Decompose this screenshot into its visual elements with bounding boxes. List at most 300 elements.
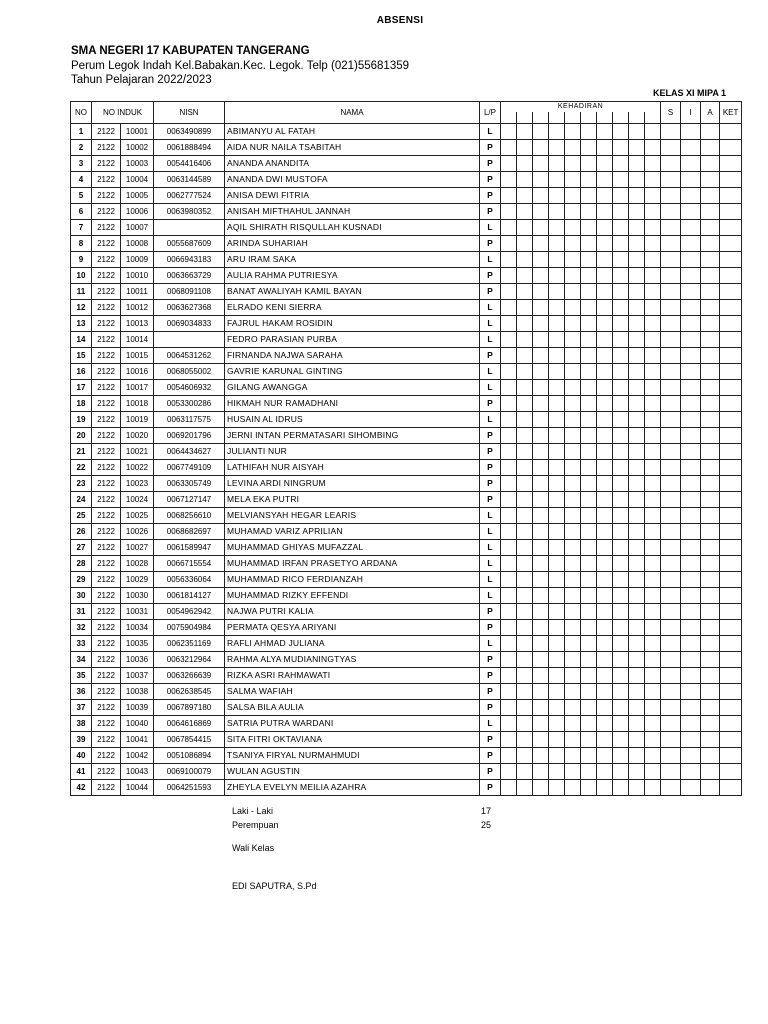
- attendance-cell[interactable]: [681, 700, 701, 716]
- attendance-cell[interactable]: [501, 652, 517, 668]
- attendance-cell[interactable]: [681, 476, 701, 492]
- attendance-cell[interactable]: [501, 172, 517, 188]
- attendance-cell[interactable]: [517, 764, 533, 780]
- attendance-cell[interactable]: [597, 732, 613, 748]
- attendance-cell[interactable]: [517, 428, 533, 444]
- attendance-cell[interactable]: [661, 220, 681, 236]
- attendance-cell[interactable]: [613, 732, 629, 748]
- attendance-cell[interactable]: [517, 508, 533, 524]
- attendance-cell[interactable]: [565, 780, 581, 796]
- attendance-cell[interactable]: [597, 476, 613, 492]
- attendance-cell[interactable]: [720, 684, 742, 700]
- attendance-cell[interactable]: [517, 332, 533, 348]
- attendance-cell[interactable]: [517, 444, 533, 460]
- attendance-cell[interactable]: [681, 412, 701, 428]
- attendance-cell[interactable]: [597, 668, 613, 684]
- attendance-cell[interactable]: [533, 188, 549, 204]
- attendance-cell[interactable]: [701, 316, 720, 332]
- attendance-cell[interactable]: [501, 556, 517, 572]
- attendance-cell[interactable]: [613, 444, 629, 460]
- attendance-cell[interactable]: [701, 716, 720, 732]
- attendance-cell[interactable]: [565, 444, 581, 460]
- attendance-cell[interactable]: [613, 748, 629, 764]
- attendance-cell[interactable]: [533, 492, 549, 508]
- attendance-cell[interactable]: [681, 220, 701, 236]
- attendance-cell[interactable]: [720, 300, 742, 316]
- attendance-cell[interactable]: [681, 620, 701, 636]
- attendance-cell[interactable]: [517, 652, 533, 668]
- attendance-cell[interactable]: [597, 380, 613, 396]
- attendance-cell[interactable]: [629, 252, 645, 268]
- attendance-cell[interactable]: [549, 156, 565, 172]
- attendance-cell[interactable]: [501, 700, 517, 716]
- attendance-cell[interactable]: [720, 412, 742, 428]
- attendance-cell[interactable]: [533, 380, 549, 396]
- attendance-cell[interactable]: [720, 140, 742, 156]
- attendance-cell[interactable]: [661, 460, 681, 476]
- attendance-cell[interactable]: [645, 588, 661, 604]
- attendance-cell[interactable]: [661, 732, 681, 748]
- attendance-cell[interactable]: [565, 300, 581, 316]
- attendance-cell[interactable]: [613, 460, 629, 476]
- attendance-cell[interactable]: [720, 652, 742, 668]
- attendance-cell[interactable]: [681, 204, 701, 220]
- attendance-cell[interactable]: [661, 396, 681, 412]
- attendance-cell[interactable]: [581, 764, 597, 780]
- attendance-cell[interactable]: [533, 476, 549, 492]
- attendance-cell[interactable]: [720, 316, 742, 332]
- attendance-cell[interactable]: [597, 300, 613, 316]
- attendance-cell[interactable]: [681, 172, 701, 188]
- attendance-cell[interactable]: [597, 332, 613, 348]
- attendance-cell[interactable]: [533, 716, 549, 732]
- attendance-cell[interactable]: [613, 268, 629, 284]
- attendance-cell[interactable]: [720, 620, 742, 636]
- attendance-cell[interactable]: [549, 204, 565, 220]
- attendance-cell[interactable]: [501, 524, 517, 540]
- attendance-cell[interactable]: [597, 156, 613, 172]
- attendance-cell[interactable]: [549, 700, 565, 716]
- attendance-cell[interactable]: [629, 172, 645, 188]
- attendance-cell[interactable]: [565, 476, 581, 492]
- attendance-cell[interactable]: [597, 236, 613, 252]
- attendance-cell[interactable]: [701, 556, 720, 572]
- attendance-cell[interactable]: [565, 732, 581, 748]
- attendance-cell[interactable]: [701, 252, 720, 268]
- attendance-cell[interactable]: [629, 732, 645, 748]
- attendance-cell[interactable]: [613, 476, 629, 492]
- attendance-cell[interactable]: [629, 300, 645, 316]
- attendance-cell[interactable]: [661, 636, 681, 652]
- attendance-cell[interactable]: [629, 588, 645, 604]
- attendance-cell[interactable]: [501, 252, 517, 268]
- attendance-cell[interactable]: [517, 636, 533, 652]
- attendance-cell[interactable]: [517, 380, 533, 396]
- attendance-cell[interactable]: [581, 476, 597, 492]
- attendance-cell[interactable]: [549, 412, 565, 428]
- attendance-cell[interactable]: [517, 156, 533, 172]
- attendance-cell[interactable]: [661, 556, 681, 572]
- attendance-cell[interactable]: [581, 700, 597, 716]
- attendance-cell[interactable]: [517, 220, 533, 236]
- attendance-cell[interactable]: [701, 620, 720, 636]
- attendance-cell[interactable]: [501, 444, 517, 460]
- attendance-cell[interactable]: [629, 636, 645, 652]
- attendance-cell[interactable]: [701, 268, 720, 284]
- attendance-cell[interactable]: [701, 652, 720, 668]
- attendance-cell[interactable]: [701, 284, 720, 300]
- attendance-cell[interactable]: [701, 492, 720, 508]
- attendance-cell[interactable]: [533, 460, 549, 476]
- attendance-cell[interactable]: [661, 348, 681, 364]
- attendance-cell[interactable]: [720, 460, 742, 476]
- attendance-cell[interactable]: [517, 716, 533, 732]
- attendance-cell[interactable]: [533, 524, 549, 540]
- attendance-cell[interactable]: [565, 188, 581, 204]
- attendance-cell[interactable]: [613, 316, 629, 332]
- attendance-cell[interactable]: [661, 572, 681, 588]
- attendance-cell[interactable]: [533, 540, 549, 556]
- attendance-cell[interactable]: [681, 492, 701, 508]
- attendance-cell[interactable]: [533, 332, 549, 348]
- attendance-cell[interactable]: [701, 460, 720, 476]
- attendance-cell[interactable]: [645, 668, 661, 684]
- attendance-cell[interactable]: [549, 348, 565, 364]
- attendance-cell[interactable]: [501, 748, 517, 764]
- attendance-cell[interactable]: [645, 172, 661, 188]
- attendance-cell[interactable]: [581, 156, 597, 172]
- attendance-cell[interactable]: [501, 668, 517, 684]
- attendance-cell[interactable]: [645, 380, 661, 396]
- attendance-cell[interactable]: [549, 508, 565, 524]
- attendance-cell[interactable]: [720, 236, 742, 252]
- attendance-cell[interactable]: [517, 252, 533, 268]
- attendance-cell[interactable]: [517, 492, 533, 508]
- attendance-cell[interactable]: [581, 396, 597, 412]
- attendance-cell[interactable]: [629, 492, 645, 508]
- attendance-cell[interactable]: [565, 396, 581, 412]
- attendance-cell[interactable]: [565, 540, 581, 556]
- attendance-cell[interactable]: [597, 444, 613, 460]
- attendance-cell[interactable]: [613, 716, 629, 732]
- attendance-cell[interactable]: [581, 524, 597, 540]
- attendance-cell[interactable]: [581, 572, 597, 588]
- attendance-cell[interactable]: [613, 332, 629, 348]
- attendance-cell[interactable]: [549, 332, 565, 348]
- attendance-cell[interactable]: [517, 748, 533, 764]
- attendance-cell[interactable]: [720, 156, 742, 172]
- attendance-cell[interactable]: [661, 764, 681, 780]
- attendance-cell[interactable]: [517, 604, 533, 620]
- attendance-cell[interactable]: [501, 204, 517, 220]
- attendance-cell[interactable]: [681, 316, 701, 332]
- attendance-cell[interactable]: [720, 764, 742, 780]
- attendance-cell[interactable]: [613, 220, 629, 236]
- attendance-cell[interactable]: [549, 300, 565, 316]
- attendance-cell[interactable]: [661, 316, 681, 332]
- attendance-cell[interactable]: [701, 124, 720, 140]
- attendance-cell[interactable]: [720, 556, 742, 572]
- attendance-cell[interactable]: [720, 332, 742, 348]
- attendance-cell[interactable]: [565, 236, 581, 252]
- attendance-cell[interactable]: [581, 620, 597, 636]
- attendance-cell[interactable]: [661, 684, 681, 700]
- attendance-cell[interactable]: [517, 268, 533, 284]
- attendance-cell[interactable]: [701, 572, 720, 588]
- attendance-cell[interactable]: [645, 460, 661, 476]
- attendance-cell[interactable]: [613, 620, 629, 636]
- attendance-cell[interactable]: [549, 588, 565, 604]
- attendance-cell[interactable]: [597, 636, 613, 652]
- attendance-cell[interactable]: [533, 684, 549, 700]
- attendance-cell[interactable]: [681, 556, 701, 572]
- attendance-cell[interactable]: [533, 652, 549, 668]
- attendance-cell[interactable]: [581, 748, 597, 764]
- attendance-cell[interactable]: [533, 284, 549, 300]
- attendance-cell[interactable]: [565, 652, 581, 668]
- attendance-cell[interactable]: [533, 172, 549, 188]
- attendance-cell[interactable]: [645, 636, 661, 652]
- attendance-cell[interactable]: [613, 252, 629, 268]
- attendance-cell[interactable]: [629, 188, 645, 204]
- attendance-cell[interactable]: [720, 748, 742, 764]
- attendance-cell[interactable]: [565, 764, 581, 780]
- attendance-cell[interactable]: [681, 396, 701, 412]
- attendance-cell[interactable]: [597, 460, 613, 476]
- attendance-cell[interactable]: [613, 700, 629, 716]
- attendance-cell[interactable]: [501, 492, 517, 508]
- attendance-cell[interactable]: [661, 284, 681, 300]
- attendance-cell[interactable]: [720, 444, 742, 460]
- attendance-cell[interactable]: [533, 444, 549, 460]
- attendance-cell[interactable]: [597, 652, 613, 668]
- attendance-cell[interactable]: [581, 732, 597, 748]
- attendance-cell[interactable]: [645, 428, 661, 444]
- attendance-cell[interactable]: [701, 396, 720, 412]
- attendance-cell[interactable]: [597, 780, 613, 796]
- attendance-cell[interactable]: [701, 444, 720, 460]
- attendance-cell[interactable]: [613, 300, 629, 316]
- attendance-cell[interactable]: [565, 316, 581, 332]
- attendance-cell[interactable]: [629, 268, 645, 284]
- attendance-cell[interactable]: [661, 380, 681, 396]
- attendance-cell[interactable]: [629, 748, 645, 764]
- attendance-cell[interactable]: [517, 588, 533, 604]
- attendance-cell[interactable]: [701, 764, 720, 780]
- attendance-cell[interactable]: [501, 268, 517, 284]
- attendance-cell[interactable]: [597, 492, 613, 508]
- attendance-cell[interactable]: [549, 524, 565, 540]
- attendance-cell[interactable]: [517, 524, 533, 540]
- attendance-cell[interactable]: [681, 540, 701, 556]
- attendance-cell[interactable]: [581, 508, 597, 524]
- attendance-cell[interactable]: [645, 156, 661, 172]
- attendance-cell[interactable]: [629, 780, 645, 796]
- attendance-cell[interactable]: [501, 220, 517, 236]
- attendance-cell[interactable]: [533, 748, 549, 764]
- attendance-cell[interactable]: [597, 204, 613, 220]
- attendance-cell[interactable]: [629, 604, 645, 620]
- attendance-cell[interactable]: [645, 524, 661, 540]
- attendance-cell[interactable]: [565, 524, 581, 540]
- attendance-cell[interactable]: [720, 252, 742, 268]
- attendance-cell[interactable]: [581, 780, 597, 796]
- attendance-cell[interactable]: [661, 620, 681, 636]
- attendance-cell[interactable]: [517, 140, 533, 156]
- attendance-cell[interactable]: [565, 668, 581, 684]
- attendance-cell[interactable]: [613, 140, 629, 156]
- attendance-cell[interactable]: [661, 540, 681, 556]
- attendance-cell[interactable]: [517, 204, 533, 220]
- attendance-cell[interactable]: [645, 476, 661, 492]
- attendance-cell[interactable]: [549, 604, 565, 620]
- attendance-cell[interactable]: [720, 428, 742, 444]
- attendance-cell[interactable]: [661, 700, 681, 716]
- attendance-cell[interactable]: [597, 268, 613, 284]
- attendance-cell[interactable]: [533, 508, 549, 524]
- attendance-cell[interactable]: [681, 764, 701, 780]
- attendance-cell[interactable]: [517, 620, 533, 636]
- attendance-cell[interactable]: [533, 556, 549, 572]
- attendance-cell[interactable]: [517, 348, 533, 364]
- attendance-cell[interactable]: [549, 124, 565, 140]
- attendance-cell[interactable]: [701, 780, 720, 796]
- attendance-cell[interactable]: [645, 348, 661, 364]
- attendance-cell[interactable]: [681, 332, 701, 348]
- attendance-cell[interactable]: [613, 508, 629, 524]
- attendance-cell[interactable]: [517, 124, 533, 140]
- attendance-cell[interactable]: [517, 476, 533, 492]
- attendance-cell[interactable]: [597, 316, 613, 332]
- attendance-cell[interactable]: [661, 412, 681, 428]
- attendance-cell[interactable]: [661, 604, 681, 620]
- attendance-cell[interactable]: [549, 316, 565, 332]
- attendance-cell[interactable]: [681, 684, 701, 700]
- attendance-cell[interactable]: [581, 588, 597, 604]
- attendance-cell[interactable]: [549, 380, 565, 396]
- attendance-cell[interactable]: [629, 556, 645, 572]
- attendance-cell[interactable]: [701, 604, 720, 620]
- attendance-cell[interactable]: [533, 700, 549, 716]
- attendance-cell[interactable]: [597, 620, 613, 636]
- attendance-cell[interactable]: [517, 684, 533, 700]
- attendance-cell[interactable]: [613, 364, 629, 380]
- attendance-cell[interactable]: [549, 684, 565, 700]
- attendance-cell[interactable]: [629, 764, 645, 780]
- attendance-cell[interactable]: [533, 316, 549, 332]
- attendance-cell[interactable]: [581, 236, 597, 252]
- attendance-cell[interactable]: [629, 332, 645, 348]
- attendance-cell[interactable]: [701, 668, 720, 684]
- attendance-cell[interactable]: [701, 364, 720, 380]
- attendance-cell[interactable]: [613, 636, 629, 652]
- attendance-cell[interactable]: [597, 716, 613, 732]
- attendance-cell[interactable]: [645, 284, 661, 300]
- attendance-cell[interactable]: [613, 348, 629, 364]
- attendance-cell[interactable]: [517, 460, 533, 476]
- attendance-cell[interactable]: [701, 348, 720, 364]
- attendance-cell[interactable]: [565, 588, 581, 604]
- attendance-cell[interactable]: [681, 364, 701, 380]
- attendance-cell[interactable]: [581, 332, 597, 348]
- attendance-cell[interactable]: [597, 124, 613, 140]
- attendance-cell[interactable]: [629, 348, 645, 364]
- attendance-cell[interactable]: [581, 140, 597, 156]
- attendance-cell[interactable]: [565, 172, 581, 188]
- attendance-cell[interactable]: [565, 220, 581, 236]
- attendance-cell[interactable]: [645, 236, 661, 252]
- attendance-cell[interactable]: [720, 364, 742, 380]
- attendance-cell[interactable]: [661, 188, 681, 204]
- attendance-cell[interactable]: [597, 284, 613, 300]
- attendance-cell[interactable]: [613, 764, 629, 780]
- attendance-cell[interactable]: [581, 316, 597, 332]
- attendance-cell[interactable]: [645, 204, 661, 220]
- attendance-cell[interactable]: [533, 124, 549, 140]
- attendance-cell[interactable]: [597, 684, 613, 700]
- attendance-cell[interactable]: [629, 620, 645, 636]
- attendance-cell[interactable]: [501, 540, 517, 556]
- attendance-cell[interactable]: [549, 396, 565, 412]
- attendance-cell[interactable]: [549, 668, 565, 684]
- attendance-cell[interactable]: [681, 428, 701, 444]
- attendance-cell[interactable]: [581, 220, 597, 236]
- attendance-cell[interactable]: [701, 540, 720, 556]
- attendance-cell[interactable]: [645, 140, 661, 156]
- attendance-cell[interactable]: [629, 156, 645, 172]
- attendance-cell[interactable]: [645, 748, 661, 764]
- attendance-cell[interactable]: [645, 572, 661, 588]
- attendance-cell[interactable]: [645, 732, 661, 748]
- attendance-cell[interactable]: [581, 204, 597, 220]
- attendance-cell[interactable]: [701, 700, 720, 716]
- attendance-cell[interactable]: [565, 124, 581, 140]
- attendance-cell[interactable]: [597, 700, 613, 716]
- attendance-cell[interactable]: [720, 604, 742, 620]
- attendance-cell[interactable]: [681, 572, 701, 588]
- attendance-cell[interactable]: [533, 396, 549, 412]
- attendance-cell[interactable]: [533, 668, 549, 684]
- attendance-cell[interactable]: [533, 364, 549, 380]
- attendance-cell[interactable]: [645, 780, 661, 796]
- attendance-cell[interactable]: [645, 540, 661, 556]
- attendance-cell[interactable]: [597, 348, 613, 364]
- attendance-cell[interactable]: [613, 588, 629, 604]
- attendance-cell[interactable]: [645, 684, 661, 700]
- attendance-cell[interactable]: [645, 300, 661, 316]
- attendance-cell[interactable]: [565, 748, 581, 764]
- attendance-cell[interactable]: [645, 716, 661, 732]
- attendance-cell[interactable]: [701, 588, 720, 604]
- attendance-cell[interactable]: [597, 556, 613, 572]
- attendance-cell[interactable]: [501, 348, 517, 364]
- attendance-cell[interactable]: [501, 380, 517, 396]
- attendance-cell[interactable]: [581, 556, 597, 572]
- attendance-cell[interactable]: [533, 300, 549, 316]
- attendance-cell[interactable]: [565, 428, 581, 444]
- attendance-cell[interactable]: [681, 444, 701, 460]
- attendance-cell[interactable]: [720, 492, 742, 508]
- attendance-cell[interactable]: [661, 140, 681, 156]
- attendance-cell[interactable]: [645, 764, 661, 780]
- attendance-cell[interactable]: [645, 492, 661, 508]
- attendance-cell[interactable]: [681, 300, 701, 316]
- attendance-cell[interactable]: [501, 284, 517, 300]
- attendance-cell[interactable]: [533, 220, 549, 236]
- attendance-cell[interactable]: [681, 732, 701, 748]
- attendance-cell[interactable]: [549, 444, 565, 460]
- attendance-cell[interactable]: [681, 124, 701, 140]
